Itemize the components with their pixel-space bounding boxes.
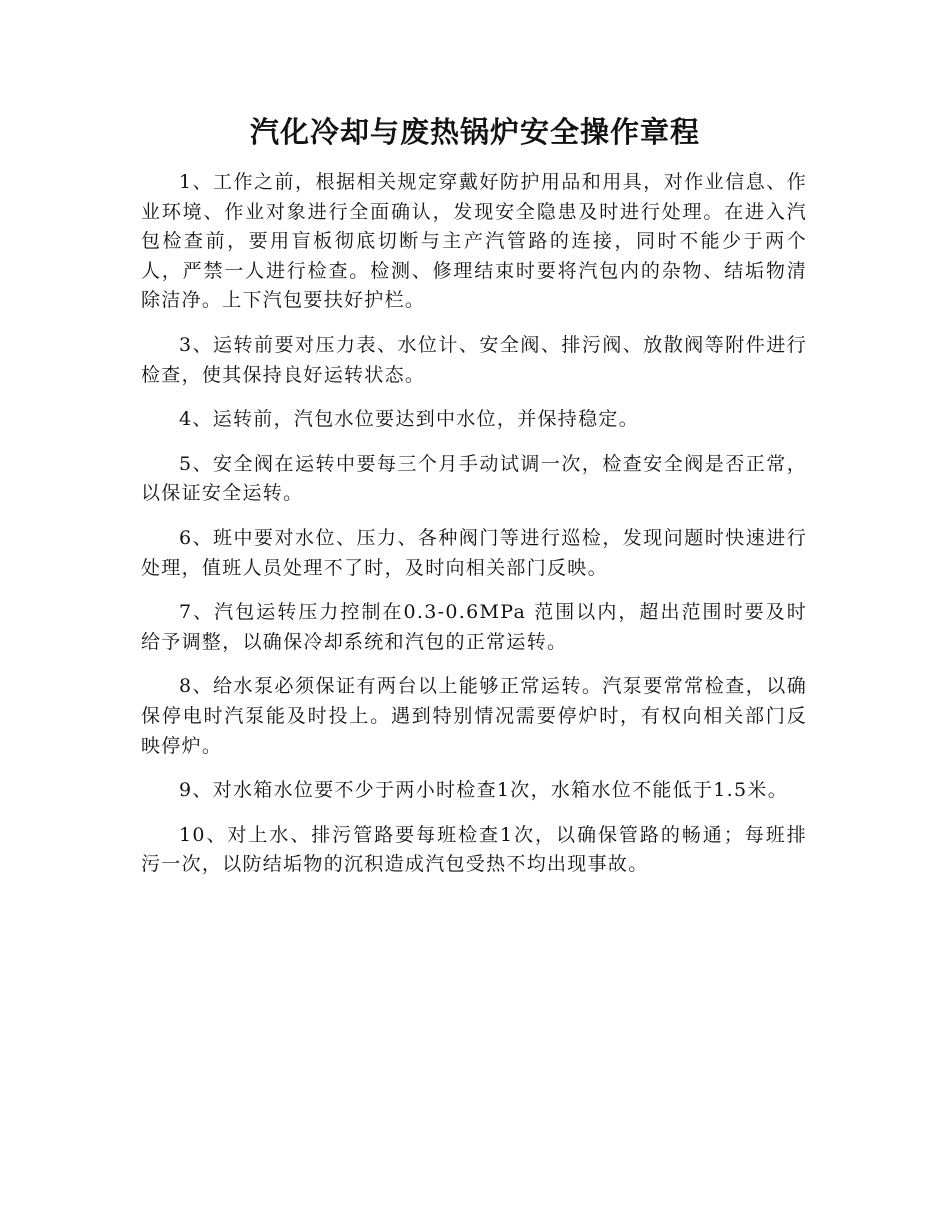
paragraph-8: 8、给水泵必须保证有两台以上能够正常运转。汽泵要常常检查，以确保停电时汽泵能及时投上。遇到特别情况需要停炉时，有权向相关部门反映停炉。 xyxy=(141,675,807,757)
paragraph-7: 7、汽包运转压力控制在0.3-0.6MPa 范围以内，超出范围时要及时给予调整，以确保冷却系统和汽包的正常运转。 xyxy=(141,601,807,653)
paragraph-3: 3、运转前要对压力表、水位计、安全阀、排污阀、放散阀等附件进行检查，使其保持良好运转状态。 xyxy=(141,333,807,386)
paragraph-6: 6、班中要对水位、压力、各种阀门等进行巡检，发现问题时快速进行处理，值班人员处理不了时，及时向相关部门反映。 xyxy=(141,526,807,579)
document-body xyxy=(141,168,807,895)
page-title: 汽化冷却与废热锅炉安全操作章程 xyxy=(249,115,700,149)
paragraph-10: 10、对上水、排污管路要每班检查1次，以确保管路的畅通；每班排污一次，以防结垢物的沉积造成汽包受热不均出现事故。 xyxy=(141,823,807,876)
paragraph-1: 1、工作之前，根据相关规定穿戴好防护用品和用具，对作业信息、作业环境、作业对象进行全面确认，发现安全隐患及时进行处理。在进入汽包检查前，要用盲板彻底切断与主产汽管路的连接，同时不能少于两个人，严禁一人进行检查。检测、修理结束时要将汽包内的杂物、结垢物清除洁净。上下汽包要扶好护栏。 xyxy=(141,171,807,312)
paragraph-4: 4、运转前，汽包水位要达到中水位，并保持稳定。 xyxy=(179,408,639,431)
paragraph-9: 9、对水箱水位要不少于两小时检查1次，水箱水位不能低于1.5米。 xyxy=(179,779,788,802)
paragraph-5: 5、安全阀在运转中要每三个月手动试调一次，检查安全阀是否正常，以保证安全运转。 xyxy=(141,452,807,505)
